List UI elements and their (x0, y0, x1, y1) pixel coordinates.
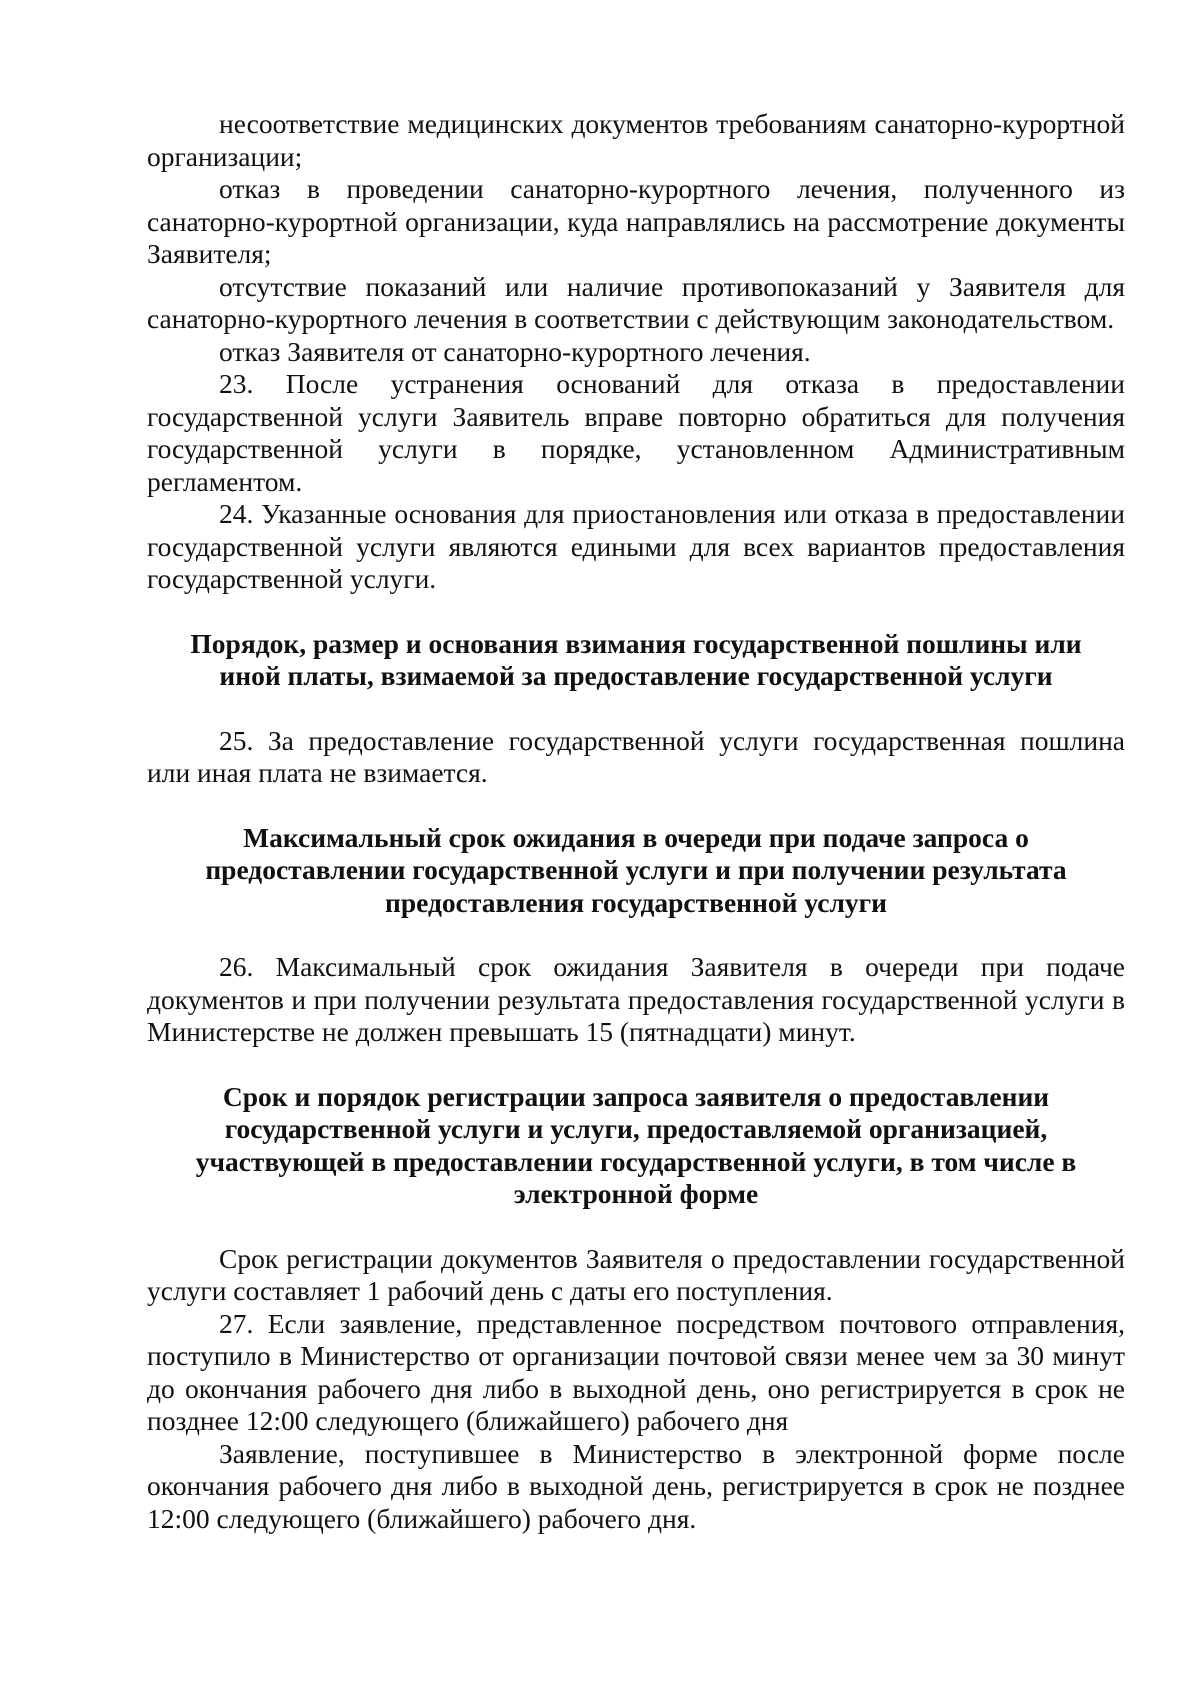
paragraph-applicant-refusal: отказ Заявителя от санаторно-курортного лечения. (219, 335, 811, 367)
paragraph-25: 25. За предоставление государственной услуги государственная пошлина или иная плата не взимается. (147, 724, 1125, 788)
section-heading-registration: Срок и порядок регистрации запроса заявителя о предоставлении государственной услуги и услуги, предоставляемой организацией, участвующей в предоставлении государственной услуги, в том числе в электронной форме (195, 1080, 1077, 1209)
paragraph-26: 26. Максимальный срок ожидания Заявителя в очереди при подаче документов и при получении результата предоставления государственной услуги в Министерстве не должен превышать 15 (пятнадцати) минут. (147, 951, 1125, 1047)
paragraph-refusal-sanatorium: отказ в проведении санаторно-курортного лечения, полученного из санаторно-курортной организации, куда направлялись на рассмотрение документы Заявителя; (147, 173, 1125, 269)
document-page (147, 108, 1125, 1535)
section-heading-fees: Порядок, размер и основания взимания государственной пошлины или иной платы, взимаемой за предоставление государственной услуги (190, 627, 1082, 691)
paragraph-23: 23. После устранения оснований для отказа в предоставлении государственной услуги Заявитель вправе повторно обратиться для получения государственной услуги в порядке, установленном Административным регламентом. (147, 368, 1125, 497)
paragraph-medical-docs: несоответствие медицинских документов требованиям санаторно-курортной организации; (147, 108, 1125, 172)
section-heading-queue-time: Максимальный срок ожидания в очереди при подаче запроса о предоставлении государственной услуги и при получении результата предоставления государственной услуги (205, 821, 1067, 918)
paragraph-24: 24. Указанные основания для приостановления или отказа в предоставлении государственной услуги являются едиными для всех вариантов предоставления государственной услуги. (147, 498, 1125, 594)
paragraph-contraindications: отсутствие показаний или наличие противопоказаний у Заявителя для санаторно-курортного лечения в соответствии с действующим законодательством. (147, 270, 1125, 334)
paragraph-registration-term: Срок регистрации документов Заявителя о предоставлении государственной услуги составляет 1 рабочий день с даты его поступления. (147, 1242, 1125, 1306)
paragraph-electronic-application: Заявление, поступившее в Министерство в электронной форме после окончания рабочего дня либо в выходной день, регистрируется в срок не позднее 12:00 следующего (ближайшего) рабочего дня. (147, 1437, 1125, 1534)
paragraph-27: 27. Если заявление, представленное посредством почтового отправления, поступило в Министерство от организации почтовой связи менее чем за 30 минут до окончания рабочего дня либо в выходной день, оно регистрируется в срок не позднее 12:00 следующего (ближайшего) рабочего дня (147, 1307, 1125, 1436)
